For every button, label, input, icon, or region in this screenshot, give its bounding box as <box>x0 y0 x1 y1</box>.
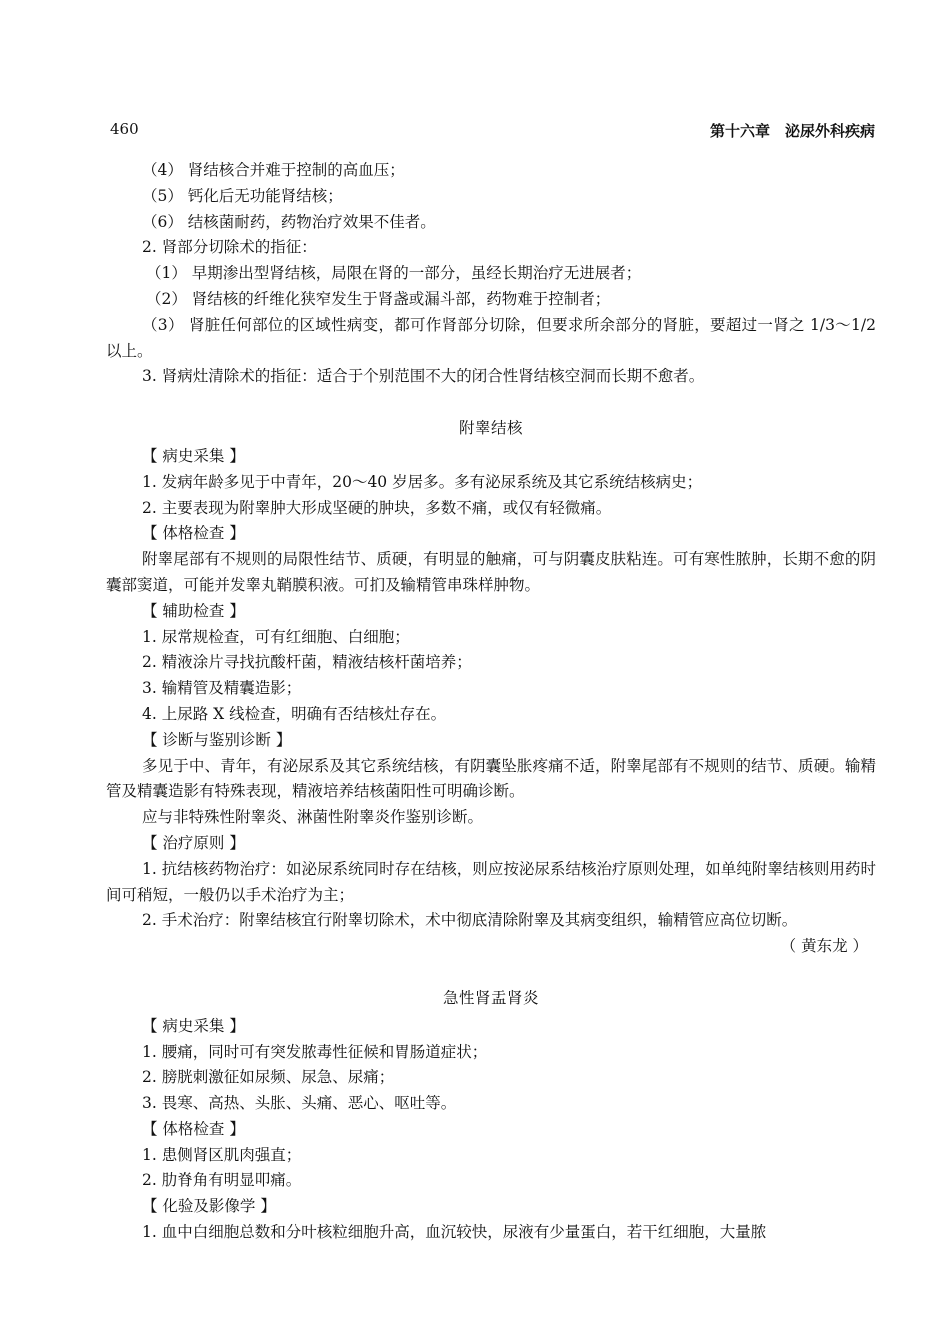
list-item: 2. 精液涂片寻找抗酸杆菌，精液结核杆菌培养； <box>142 653 472 672</box>
list-item: 3. 畏寒、高热、头胀、头痛、恶心、呕吐等。 <box>142 1094 457 1113</box>
list-item: （6） 结核菌耐药，药物治疗效果不佳者。 <box>142 212 436 231</box>
paragraph: 应与非特殊性附睾炎、淋菌性附睾炎作鉴别诊断。 <box>142 808 484 827</box>
subsection-heading: 【 体格检查 】 <box>142 524 245 543</box>
paragraph: （3） 肾脏任何部位的区域性病变，都可作肾部分切除，但要求所余部分的肾脏，要超过一肾之 1/3～1/2 以上。 <box>106 315 876 360</box>
paragraph: 附睾尾部有不规则的局限性结节、质硬，有明显的触痛，可与阴囊皮肤粘连。可有寒性脓肿，长期不愈的阴囊部窦道，可能并发睾丸鞘膜积液。可扪及输精管串珠样肿物。 <box>106 550 876 594</box>
subsection-heading: 【 诊断与鉴别诊断 】 <box>142 730 292 749</box>
list-item: （5） 钙化后无功能肾结核； <box>142 186 343 205</box>
list-item: 1. 发病年龄多见于中青年，20～40 岁居多。多有泌尿系统及其它系统结核病史； <box>142 472 703 491</box>
subsection-heading: 【 病史采集 】 <box>142 446 245 465</box>
list-item: （1） 早期渗出型肾结核，局限在肾的一部分，虽经长期治疗无进展者； <box>146 264 642 283</box>
list-item: 1. 腰痛，同时可有突发脓毒性征候和胃肠道症状； <box>142 1042 488 1061</box>
list-item: 2. 肾部分切除术的指征： <box>142 238 317 257</box>
paragraph: 1. 抗结核药物治疗：如泌尿系统同时存在结核，则应按泌尿系结核治疗原则处理，如单纯附睾结核则用药时间可稍短，一般仍以手术治疗为主； <box>106 859 876 904</box>
subsection-heading: 【 治疗原则 】 <box>142 833 245 852</box>
list-item: （2） 肾结核的纤维化狭窄发生于肾盏或漏斗部，药物难于控制者； <box>146 289 611 308</box>
paragraph: 多见于中、青年，有泌尿系及其它系统结核，有阴囊坠胀疼痛不适，附睾尾部有不规则的结节、质硬。输精管及精囊造影有特殊表现，精液培养结核菌阳性可明确诊断。 <box>106 756 876 801</box>
list-item: 1. 患侧肾区肌肉强直； <box>142 1145 302 1164</box>
list-item: 4. 上尿路 X 线检查，明确有否结核灶存在。 <box>142 704 447 723</box>
page-body <box>106 158 876 1246</box>
subsection-heading: 【 化验及影像学 】 <box>142 1197 276 1216</box>
subsection-heading: 【 辅助检查 】 <box>142 601 245 620</box>
list-item: （4） 肾结核合并难于控制的高血压； <box>142 161 405 179</box>
list-item: 1. 尿常规检查，可有红细胞、白细胞； <box>142 627 410 646</box>
author-credit: （ 黄东龙 ） <box>780 937 868 956</box>
top-section <box>106 158 876 390</box>
list-item: 2. 膀胱刺激征如尿频、尿急、尿痛； <box>142 1068 395 1087</box>
section-epididymis-tb <box>106 416 876 960</box>
section-acute-pyelonephritis <box>106 986 876 1246</box>
section-title: 急性肾盂肾炎 <box>442 988 539 1007</box>
subsection-heading: 【 病史采集 】 <box>142 1016 245 1035</box>
list-item: 2. 肋脊角有明显叩痛。 <box>142 1171 302 1190</box>
list-item: 1. 血中白细胞总数和分叶核粒细胞升高，血沉较快，尿液有少量蛋白，若干红细胞，大量脓 <box>142 1223 767 1242</box>
list-item: 2. 主要表现为附睾肿大形成坚硬的肿块，多数不痛，或仅有轻微痛。 <box>142 498 612 517</box>
chapter-title: 第十六章 泌尿外科疾病 <box>709 122 875 140</box>
list-item: 3. 输精管及精囊造影； <box>142 679 302 698</box>
page-number: 460 <box>110 120 139 138</box>
section-title: 附睾结核 <box>458 419 523 438</box>
subsection-heading: 【 体格检查 】 <box>142 1119 245 1138</box>
page-header <box>110 120 875 144</box>
list-item: 3. 肾病灶清除术的指征：适合于个别范围不大的闭合性肾结核空洞而长期不愈者。 <box>142 367 705 386</box>
paragraph: 2. 手术治疗：附睾结核宜行附睾切除术，术中彻底清除附睾及其病变组织，输精管应高位切断。 <box>142 911 798 930</box>
